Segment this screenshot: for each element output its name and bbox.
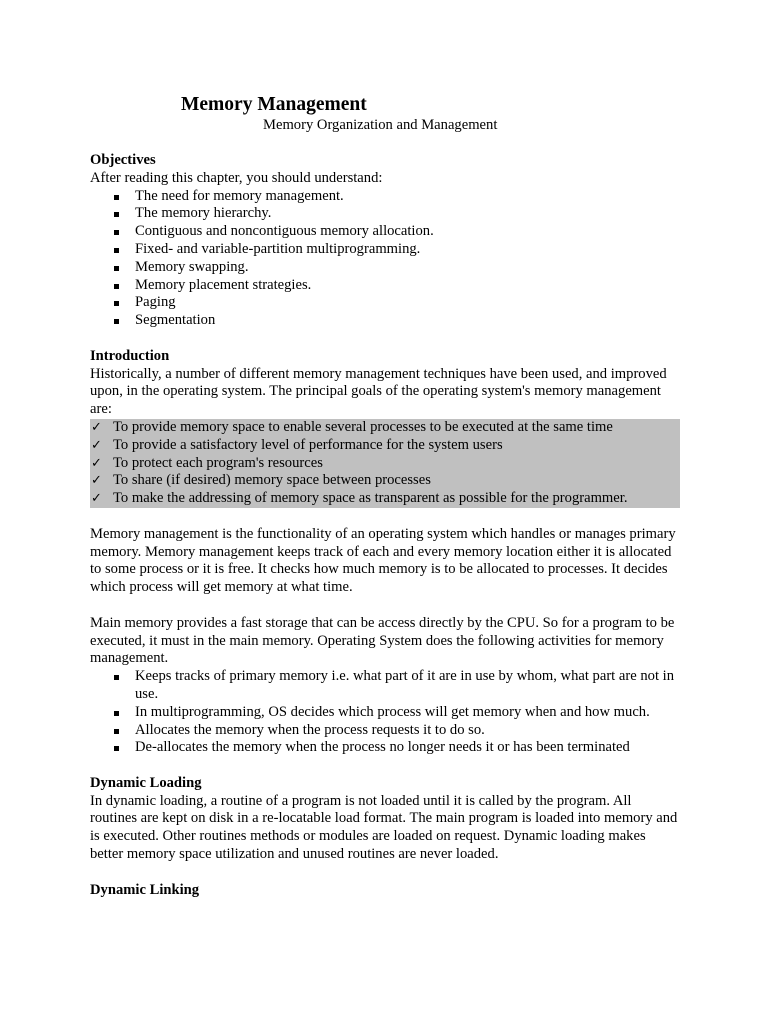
list-item-text: To make the addressing of memory space as transparent as possible for the programmer. bbox=[113, 490, 628, 507]
goals-checklist bbox=[90, 419, 680, 508]
list-item-text: The need for memory management. bbox=[135, 187, 344, 204]
list-item-text: The memory hierarchy. bbox=[135, 205, 272, 222]
square-bullet-icon bbox=[114, 729, 119, 734]
list-item bbox=[90, 259, 680, 277]
introduction-paragraph: Historically, a number of different memory management techniques have been used, and improved upon, in the operating system. The principal goals of the operating system's memory management are: bbox=[90, 365, 667, 418]
document-subtitle: Memory Organization and Management bbox=[263, 117, 498, 133]
paragraph-spacer bbox=[90, 757, 680, 775]
list-item bbox=[90, 472, 680, 490]
list-item-text: Memory placement strategies. bbox=[135, 276, 312, 293]
check-mark-icon: ✓ bbox=[91, 491, 102, 507]
list-item-text: Contiguous and noncontiguous memory allocation. bbox=[135, 223, 434, 240]
square-bullet-icon bbox=[114, 301, 119, 306]
list-item bbox=[90, 722, 680, 740]
document-title: Memory Management bbox=[181, 94, 367, 115]
dynamic-loading-section bbox=[90, 775, 680, 864]
introduction-section bbox=[90, 348, 680, 757]
list-item bbox=[90, 294, 680, 312]
list-item-text: Segmentation bbox=[135, 312, 216, 329]
list-item bbox=[90, 704, 680, 722]
list-item bbox=[90, 419, 680, 437]
check-mark-icon: ✓ bbox=[91, 419, 102, 435]
list-item-text: Keeps tracks of primary memory i.e. what part of it are in use by whom, what part are not in use. bbox=[135, 668, 674, 702]
document-body bbox=[90, 152, 680, 899]
list-item-text: De-allocates the memory when the process no longer needs it or has been terminated bbox=[135, 739, 630, 756]
list-item bbox=[90, 455, 680, 473]
list-item bbox=[90, 312, 680, 330]
dynamic-loading-paragraph: In dynamic loading, a routine of a program is not loaded until it is called by the program. All routines are kept on disk in a re-locatable load format. The main program is loaded into memory and is executed. Other routines methods or modules are loaded on request. Dynamic loading makes better memory space utilization and unused routines are never loaded. bbox=[90, 792, 678, 863]
list-item-text: Paging bbox=[135, 294, 176, 311]
square-bullet-icon bbox=[114, 195, 119, 200]
square-bullet-icon bbox=[114, 284, 119, 289]
objectives-heading: Objectives bbox=[90, 152, 156, 168]
square-bullet-icon bbox=[114, 230, 119, 235]
list-item bbox=[90, 205, 680, 223]
square-bullet-icon bbox=[114, 266, 119, 271]
paragraph-spacer bbox=[90, 597, 680, 615]
paragraph-spacer bbox=[90, 330, 680, 348]
activities-list bbox=[90, 668, 680, 757]
square-bullet-icon bbox=[114, 675, 119, 680]
list-item-text: Fixed- and variable-partition multiprogramming. bbox=[135, 240, 421, 257]
dynamic-loading-heading: Dynamic Loading bbox=[90, 774, 202, 791]
square-bullet-icon bbox=[114, 711, 119, 716]
list-item bbox=[90, 241, 680, 259]
square-bullet-icon bbox=[114, 212, 119, 217]
paragraph-spacer bbox=[90, 864, 680, 882]
paragraph-spacer bbox=[90, 508, 680, 526]
square-bullet-icon bbox=[114, 746, 119, 751]
list-item bbox=[90, 223, 680, 241]
list-item-text: Memory swapping. bbox=[135, 258, 249, 275]
list-item bbox=[90, 188, 680, 206]
objectives-intro: After reading this chapter, you should understand: bbox=[90, 169, 383, 186]
square-bullet-icon bbox=[114, 248, 119, 253]
check-mark-icon: ✓ bbox=[91, 473, 102, 489]
memory-management-paragraph: Memory management is the functionality of an operating system which handles or manages primary memory. Memory management keeps track of each and every memory location either it is allocated to some process or it is free. It checks how much memory is to be allocated to processes. It decides which process will get memory at what time. bbox=[90, 525, 676, 596]
list-item bbox=[90, 739, 680, 757]
objectives-section bbox=[90, 152, 680, 330]
introduction-heading: Introduction bbox=[90, 347, 170, 364]
list-item bbox=[90, 437, 680, 455]
square-bullet-icon bbox=[114, 319, 119, 324]
objectives-list bbox=[90, 188, 680, 330]
main-memory-paragraph: Main memory provides a fast storage that can be access directly by the CPU. So for a program to be executed, it must in the main memory. Operating System does the following activities for memory management. bbox=[90, 614, 675, 667]
dynamic-linking-heading: Dynamic Linking bbox=[90, 881, 200, 898]
list-item-text: To provide a satisfactory level of performance for the system users bbox=[113, 436, 503, 453]
check-mark-icon: ✓ bbox=[91, 437, 102, 453]
dynamic-linking-section bbox=[90, 882, 680, 900]
list-item bbox=[90, 277, 680, 295]
list-item bbox=[90, 490, 680, 508]
list-item-text: To provide memory space to enable several processes to be executed at the same time bbox=[113, 418, 613, 435]
list-item-text: In multiprogramming, OS decides which process will get memory when and how much. bbox=[135, 703, 650, 720]
list-item-text: To protect each program's resources bbox=[113, 454, 323, 471]
list-item-text: To share (if desired) memory space between processes bbox=[113, 472, 431, 489]
list-item-text: Allocates the memory when the process requests it to do so. bbox=[135, 721, 485, 738]
list-item bbox=[90, 668, 680, 704]
check-mark-icon: ✓ bbox=[91, 455, 102, 471]
